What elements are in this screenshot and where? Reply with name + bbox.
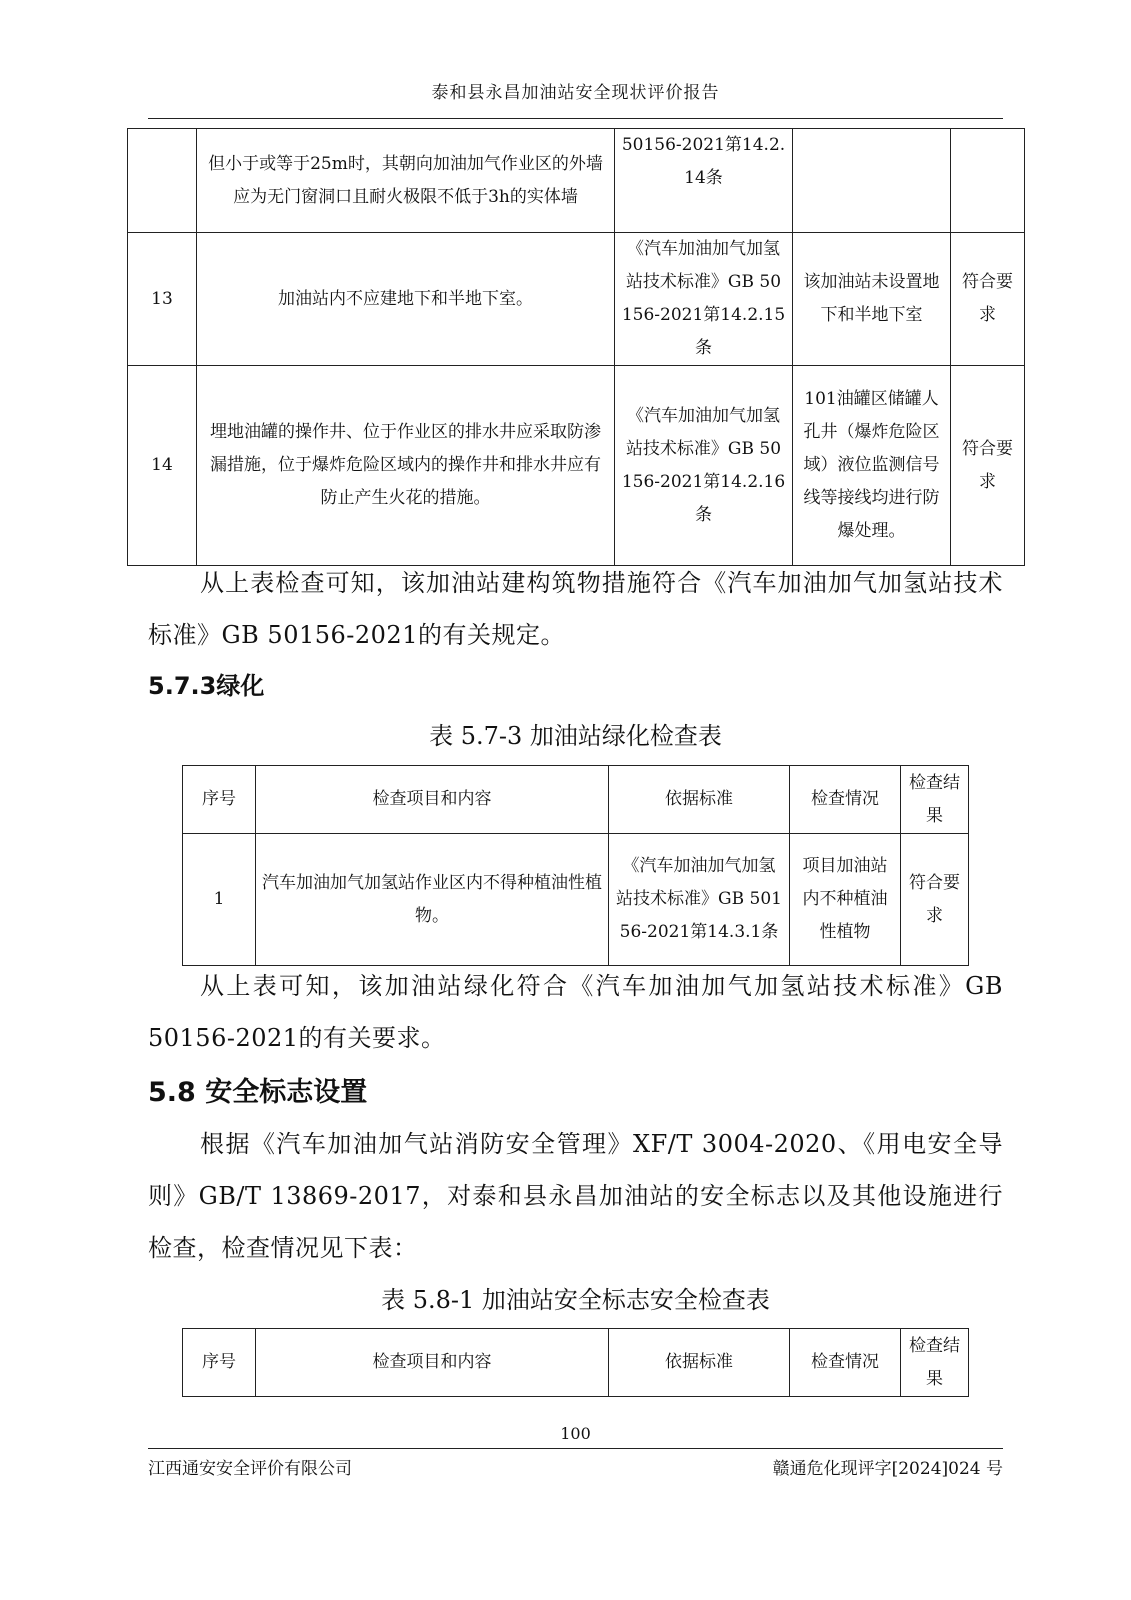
- table-header-row: [183, 766, 969, 834]
- table-row: [128, 366, 1025, 566]
- row-number: [128, 129, 197, 233]
- check-result: 符合要求: [901, 834, 969, 966]
- section-heading-safety-signs: 5.8 安全标志设置: [148, 1077, 368, 1108]
- table-row: [128, 129, 1025, 233]
- footer-company: 江西通安安全评价有限公司: [148, 1459, 352, 1479]
- paragraph-structure-conclusion: 从上表检查可知，该加油站建构筑物措施符合《汽车加油加气加氢站技术标准》GB 50156-2021的有关规定。: [148, 569, 1003, 649]
- header-number: 序号: [183, 1329, 256, 1397]
- check-item: 汽车加油加气加氢站作业区内不得种植油性植物。: [256, 834, 609, 966]
- table-caption-safety-signs: 表 5.8-1 加油站安全标志安全检查表: [381, 1286, 770, 1314]
- check-result: [951, 129, 1025, 233]
- check-situation: 项目加油站内不种植油性植物: [790, 834, 901, 966]
- table-row: [183, 834, 969, 966]
- header-situation: 检查情况: [790, 1329, 901, 1397]
- row-number: 1: [183, 834, 256, 966]
- basis-standard: 《汽车加油加气加氢站技术标准》GB 50156-2021第14.3.1条: [609, 834, 790, 966]
- basis-standard: 《汽车加油加气加氢站技术标准》GB 50156-2021第14.2.16条: [615, 366, 793, 566]
- basis-standard: 50156-2021第14.2.14条: [615, 129, 793, 233]
- structure-check-table-continued: [127, 128, 1025, 566]
- header-item: 检查项目和内容: [256, 1329, 609, 1397]
- check-situation: 101油罐区储罐人孔井（爆炸危险区域）液位监测信号线等接线均进行防爆处理。: [793, 366, 951, 566]
- header-item: 检查项目和内容: [256, 766, 609, 834]
- check-result: 符合要求: [951, 366, 1025, 566]
- paragraph-safety-signs-intro: 根据《汽车加油加气站消防安全管理》XF/T 3004-2020、《用电安全导则》GB/T 13869-2017，对泰和县永昌加油站的安全标志以及其他设施进行检查，检查情况见下表：: [148, 1130, 1003, 1262]
- check-item: 但小于或等于25m时，其朝向加油加气作业区的外墙应为无门窗洞口且耐火极限不低于3h的实体墙: [197, 129, 615, 233]
- page-number: 100: [560, 1424, 591, 1443]
- header-divider: [148, 118, 1003, 119]
- paragraph-greening-conclusion: 从上表可知，该加油站绿化符合《汽车加油加气加氢站技术标准》GB 50156-2021的有关要求。: [148, 972, 1003, 1052]
- section-heading-greening: 5.7.3绿化: [148, 672, 265, 700]
- table-header-row: [183, 1329, 969, 1397]
- greening-check-table: [182, 765, 969, 966]
- page-header-title: 泰和县永昌加油站安全现状评价报告: [431, 83, 720, 103]
- check-item: 埋地油罐的操作井、位于作业区的排水井应采取防渗漏措施，位于爆炸危险区域内的操作井和排水井应有防止产生火花的措施。: [197, 366, 615, 566]
- table-row: [128, 233, 1025, 366]
- check-item: 加油站内不应建地下和半地下室。: [197, 233, 615, 366]
- basis-standard: 《汽车加油加气加氢站技术标准》GB 50156-2021第14.2.15条: [615, 233, 793, 366]
- header-situation: 检查情况: [790, 766, 901, 834]
- header-basis: 依据标准: [609, 1329, 790, 1397]
- check-situation: [793, 129, 951, 233]
- header-number: 序号: [183, 766, 256, 834]
- header-result: 检查结果: [901, 1329, 969, 1397]
- header-basis: 依据标准: [609, 766, 790, 834]
- check-situation: 该加油站未设置地下和半地下室: [793, 233, 951, 366]
- footer-divider: [148, 1448, 1003, 1449]
- footer-document-number: 赣通危化现评字[2024]024 号: [772, 1459, 1003, 1479]
- table-caption-greening: 表 5.7-3 加油站绿化检查表: [429, 722, 722, 750]
- header-result: 检查结果: [901, 766, 969, 834]
- safety-sign-check-table: [182, 1328, 969, 1397]
- row-number: 14: [128, 366, 197, 566]
- check-result: 符合要求: [951, 233, 1025, 366]
- row-number: 13: [128, 233, 197, 366]
